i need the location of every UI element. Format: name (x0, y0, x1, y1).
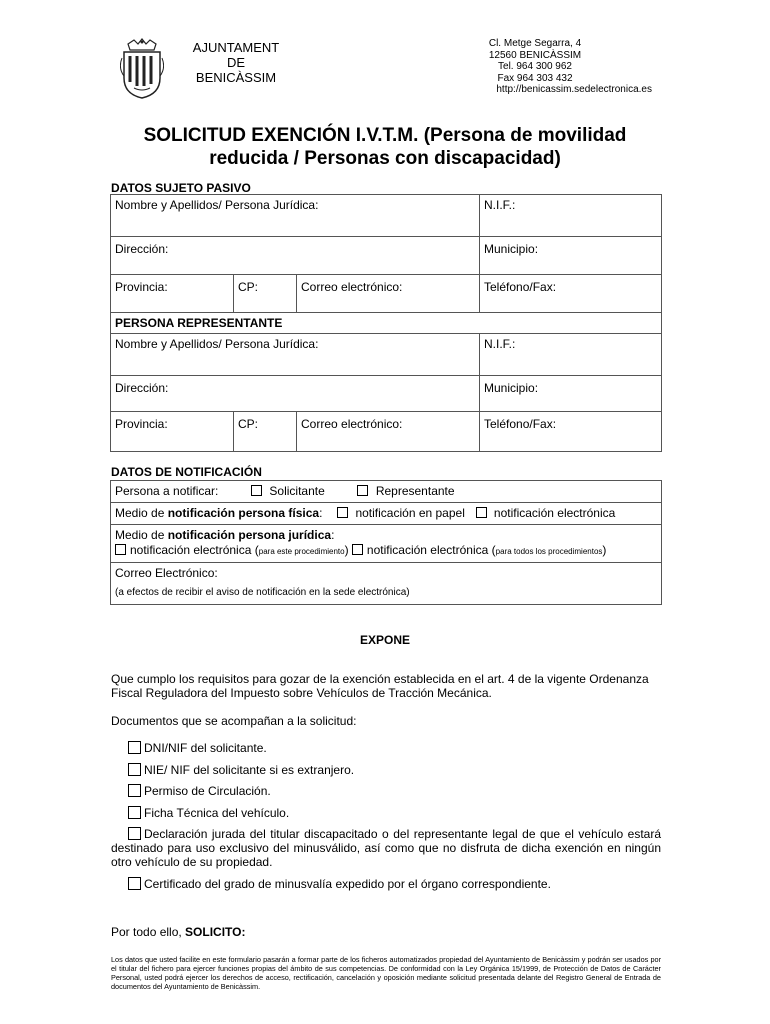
solicitante-checkbox[interactable] (251, 485, 262, 496)
representante-nombre-field[interactable]: Nombre y Apellidos/ Persona Jurídica: (111, 334, 480, 376)
notificacion-box (110, 480, 662, 605)
expone-text: Que cumplo los requisitos para gozar de la exención establecida en el art. 4 de la vigente Ordenanza Fiscal Reguladora del Impuesto sobre Vehículos de Tracción Mecánica. (111, 672, 649, 700)
medio-juridica-post: : (331, 528, 335, 542)
doc-item-dni (128, 741, 267, 755)
contact-address: Cl. Metge Segarra, 4 (488, 38, 582, 49)
representante-provincia-field[interactable]: Provincia: (111, 412, 234, 452)
doc-item-permiso (128, 784, 271, 798)
doc-checkbox[interactable] (128, 784, 141, 797)
representante-direccion-field[interactable]: Dirección: (111, 376, 480, 412)
correo-note: (a efectos de recibir el aviso de notificación en la sede electrónica) (115, 587, 410, 598)
contact-postal: 12560 BENICÀSSIM (488, 49, 582, 61)
org-line-3: BENICÀSSIM (195, 70, 277, 85)
medio-fisica-row (111, 503, 661, 525)
electronica-este-note: para este procedimiento (258, 547, 345, 556)
sujeto-correo-field[interactable]: Correo electrónico: (297, 275, 480, 313)
doc-label: Permiso de Circulación. (144, 784, 271, 798)
doc-checkbox[interactable] (128, 806, 141, 819)
doc-checkbox[interactable] (128, 763, 141, 776)
medio-fisica-pre: Medio de (115, 506, 168, 520)
electronica-este-label: notificación electrónica (130, 543, 252, 557)
doc-label: Declaración jurada del titular discapacitado o del representante legal de que el vehículo estará destinado para uso exclusivo del minusválido, así como que no disfruta de dicha exención en ningún otro vehículo de su propiedad. (111, 827, 661, 869)
persona-notificar-label: Persona a notificar: (115, 484, 219, 498)
solicito-pre: Por todo ello, (111, 925, 186, 939)
electronica-todos-label: notificación electrónica (366, 543, 489, 557)
contact-website-link[interactable]: http://benicassim.sedelectronica.es (496, 84, 652, 95)
contact-fax: Fax 964 303 432 (497, 72, 573, 84)
section-heading-sujeto: DATOS SUJETO PASIVO (111, 181, 251, 195)
doc-label: NIE/ NIF del solicitante si es extranjero. (144, 763, 355, 777)
doc-label: Ficha Técnica del vehículo. (144, 806, 290, 820)
document-title (100, 124, 670, 170)
medio-fisica-bold: notificación persona física (167, 506, 320, 520)
expone-heading: EXPONE (359, 633, 410, 647)
doc-item-ficha (128, 806, 289, 820)
representante-label: Representante (375, 484, 455, 498)
doc-checkbox[interactable] (128, 877, 141, 890)
organization-name (180, 40, 292, 85)
doc-item-certificado (128, 877, 551, 891)
doc-item-nie (128, 763, 354, 777)
section-heading-notificacion: DATOS DE NOTIFICACIÓN (111, 465, 262, 479)
representante-telefono-field[interactable]: Teléfono/Fax: (480, 412, 662, 452)
docs-intro: Documentos que se acompañan a la solicitud: (111, 714, 357, 728)
privacy-footer: Los datos que usted facilite en este formulario pasarán a formar parte de los ficheros automatizados propiedad del Ayuntamiento de Benicàssim y podrán ser usados por el titular del fichero para ejercer funciones propias del ámbito de sus competencias. De conformidad con la Ley Orgánica 15/1999, de Protección de Datos de Carácter Personal, usted podrá ejercer los derechos de acceso, rectificación, cancelación y oposición mediante solicitud presentada delante del Registro General de Entrada de documentos del Ayuntamiento de Benicàssim. (111, 955, 661, 991)
sujeto-nif-field[interactable]: N.I.F.: (480, 195, 662, 237)
electronica-todos-checkbox[interactable] (352, 544, 363, 555)
sujeto-direccion-field[interactable]: Dirección: (111, 237, 480, 275)
sujeto-nombre-field[interactable]: Nombre y Apellidos/ Persona Jurídica: (111, 195, 480, 237)
sujeto-cp-field[interactable]: CP: (234, 275, 297, 313)
title-line-1: SOLICITUD EXENCIÓN I.V.T.M. (Persona de movilidad (143, 125, 627, 146)
medio-juridica-pre: Medio de (115, 528, 168, 542)
medio-juridica-bold: notificación persona jurídica (167, 528, 332, 542)
electronica-fisica-label: notificación electrónica (493, 506, 616, 520)
title-line-2: reducida / Personas con discapacidad) (209, 148, 561, 169)
electronica-fisica-checkbox[interactable] (476, 507, 487, 518)
contact-block (420, 38, 650, 96)
section-heading-representante: PERSONA REPRESENTANTE (111, 313, 662, 334)
papel-checkbox[interactable] (337, 507, 348, 518)
persona-notificar-row (111, 481, 661, 503)
representante-checkbox[interactable] (357, 485, 368, 496)
representante-correo-field[interactable]: Correo electrónico: (297, 412, 480, 452)
representante-municipio-field[interactable]: Municipio: (480, 376, 662, 412)
sujeto-provincia-field[interactable]: Provincia: (111, 275, 234, 313)
sujeto-telefono-field[interactable]: Teléfono/Fax: (480, 275, 662, 313)
doc-checkbox[interactable] (128, 827, 141, 840)
papel-label: notificación en papel (355, 506, 465, 520)
sujeto-table (110, 194, 662, 313)
doc-label: Certificado del grado de minusvalía expedido por el órgano correspondiente. (144, 877, 551, 891)
doc-checkbox[interactable] (128, 741, 141, 754)
solicito-line (111, 925, 246, 939)
correo-label: Correo Electrónico: (115, 566, 218, 580)
representante-table (110, 312, 662, 452)
doc-label: DNI/NIF del solicitante. (144, 741, 267, 755)
contact-phone: Tel. 964 300 962 (498, 61, 572, 72)
doc-item-declaracion (111, 827, 661, 869)
medio-fisica-post: : (319, 506, 323, 520)
electronica-este-checkbox[interactable] (115, 544, 126, 555)
org-line-1: AJUNTAMENT (192, 40, 280, 55)
solicito-bold: SOLICITO: (185, 925, 246, 939)
medio-juridica-row: Medio de notificación persona jurídica: notificación electrónica (para este procedimiento) notificación electrónica (para todos los procedimientos) (111, 525, 661, 563)
org-line-2: DE (226, 55, 246, 70)
correo-row[interactable] (111, 563, 661, 604)
solicitante-label: Solicitante (269, 484, 325, 498)
coat-of-arms-icon (120, 38, 164, 100)
electronica-todos-note: para todos los procedimientos (495, 547, 603, 556)
representante-cp-field[interactable]: CP: (234, 412, 297, 452)
representante-nif-field[interactable]: N.I.F.: (480, 334, 662, 376)
sujeto-municipio-field[interactable]: Municipio: (480, 237, 662, 275)
